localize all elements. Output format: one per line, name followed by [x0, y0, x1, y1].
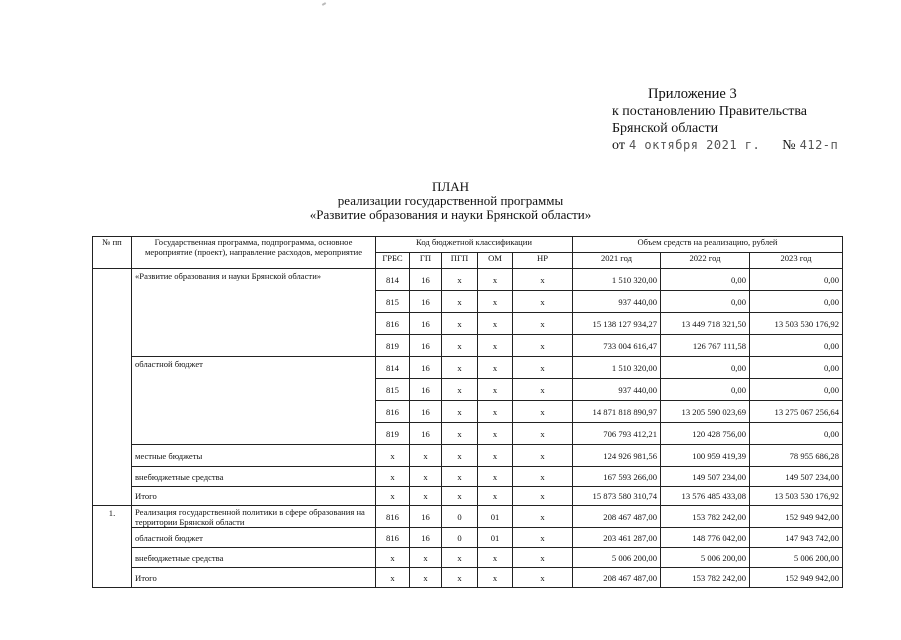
- cell-2022: 120 428 756,00: [661, 423, 750, 445]
- cell-om: х: [478, 357, 513, 379]
- row-name: Итого: [132, 487, 376, 506]
- table-row: [93, 548, 843, 568]
- cell-grbs: х: [376, 467, 410, 487]
- cell-grbs: 816: [376, 528, 410, 548]
- cell-gp: х: [410, 568, 442, 588]
- plan-heading: [0, 180, 901, 222]
- cell-nr: х: [513, 269, 573, 291]
- plan-title: ПЛАН: [432, 179, 469, 194]
- cell-gp: 16: [410, 506, 442, 528]
- cell-nr: х: [513, 548, 573, 568]
- table-body: [93, 269, 843, 588]
- cell-gp: х: [410, 548, 442, 568]
- table-row: [93, 269, 843, 291]
- cell-ppgp: х: [442, 335, 478, 357]
- cell-nr: х: [513, 335, 573, 357]
- cell-grbs: 816: [376, 506, 410, 528]
- cell-nr: х: [513, 487, 573, 506]
- cell-om: х: [478, 568, 513, 588]
- cell-gp: х: [410, 445, 442, 467]
- cell-grbs: х: [376, 568, 410, 588]
- row-name: местные бюджеты: [132, 445, 376, 467]
- cell-2023: 78 955 686,28: [750, 445, 843, 467]
- cell-2021: 208 467 487,00: [573, 506, 661, 528]
- cell-nr: х: [513, 445, 573, 467]
- table-row: [93, 467, 843, 487]
- row-name: Реализация государственной политики в сфере образования на территории Брянской области: [132, 506, 376, 528]
- cell-om: 01: [478, 506, 513, 528]
- cell-2022: 153 782 242,00: [661, 568, 750, 588]
- cell-2023: 152 949 942,00: [750, 568, 843, 588]
- header-volume-group: Объем средств на реализацию, рублей: [573, 237, 843, 253]
- cell-om: х: [478, 291, 513, 313]
- cell-ppgp: х: [442, 357, 478, 379]
- appendix-line-1: к постановлению Правительства: [612, 104, 808, 119]
- cell-2023: 13 503 530 176,92: [750, 313, 843, 335]
- cell-2022: 126 767 111,58: [661, 335, 750, 357]
- cell-ppgp: х: [442, 467, 478, 487]
- cell-2022: 0,00: [661, 379, 750, 401]
- cell-2022: 5 006 200,00: [661, 548, 750, 568]
- cell-om: х: [478, 467, 513, 487]
- cell-2022: 148 776 042,00: [661, 528, 750, 548]
- cell-gp: 16: [410, 528, 442, 548]
- cell-gp: 16: [410, 313, 442, 335]
- cell-nr: х: [513, 528, 573, 548]
- cell-grbs: 819: [376, 335, 410, 357]
- cell-gp: 16: [410, 379, 442, 401]
- cell-nr: х: [513, 401, 573, 423]
- appendix-line-2: Брянской области: [612, 121, 719, 136]
- number-value: 412-п: [799, 138, 839, 152]
- cell-grbs: 815: [376, 379, 410, 401]
- table-row: [93, 357, 843, 379]
- plan-line-2: «Развитие образования и науки Брянской области»: [309, 207, 592, 222]
- cell-2022: 13 449 718 321,50: [661, 313, 750, 335]
- header-name: Государственная программа, подпрограмма, основное мероприятие (проект), направление расходов, мероприятие: [132, 237, 376, 269]
- budget-table: [92, 236, 843, 588]
- cell-nr: х: [513, 291, 573, 313]
- row-name: внебюджетные средства: [132, 467, 376, 487]
- cell-om: х: [478, 379, 513, 401]
- cell-2022: 100 959 419,39: [661, 445, 750, 467]
- cell-2021: 167 593 266,00: [573, 467, 661, 487]
- cell-2021: 937 440,00: [573, 291, 661, 313]
- cell-gp: 16: [410, 269, 442, 291]
- cell-2023: 0,00: [750, 269, 843, 291]
- cell-om: х: [478, 313, 513, 335]
- cell-gp: 16: [410, 401, 442, 423]
- appendix-date-line: [612, 137, 838, 154]
- cell-om: х: [478, 445, 513, 467]
- cell-nr: х: [513, 423, 573, 445]
- header-2022: 2022 год: [661, 253, 750, 269]
- cell-om: х: [478, 423, 513, 445]
- cell-2022: 149 507 234,00: [661, 467, 750, 487]
- cell-2023: 5 006 200,00: [750, 548, 843, 568]
- cell-ppgp: х: [442, 423, 478, 445]
- cell-2022: 13 576 485 433,08: [661, 487, 750, 506]
- cell-ppgp: х: [442, 269, 478, 291]
- cell-grbs: 816: [376, 313, 410, 335]
- cell-2021: 124 926 981,56: [573, 445, 661, 467]
- cell-grbs: 814: [376, 357, 410, 379]
- cell-nr: х: [513, 313, 573, 335]
- table-row: [93, 568, 843, 588]
- table-row: [93, 506, 843, 528]
- cell-2021: 15 138 127 934,27: [573, 313, 661, 335]
- cell-2023: 0,00: [750, 423, 843, 445]
- header-grbs: ГРБС: [376, 253, 410, 269]
- header-2021: 2021 год: [573, 253, 661, 269]
- cell-grbs: х: [376, 487, 410, 506]
- cell-om: х: [478, 401, 513, 423]
- cell-ppgp: х: [442, 401, 478, 423]
- cell-grbs: 814: [376, 269, 410, 291]
- cell-om: 01: [478, 528, 513, 548]
- cell-ppgp: х: [442, 548, 478, 568]
- cell-2023: 149 507 234,00: [750, 467, 843, 487]
- scan-smudge: [322, 2, 326, 6]
- header-nr: НР: [513, 253, 573, 269]
- header-om: ОМ: [478, 253, 513, 269]
- cell-2021: 937 440,00: [573, 379, 661, 401]
- cell-2021: 5 006 200,00: [573, 548, 661, 568]
- row-name: Итого: [132, 568, 376, 588]
- cell-2022: 0,00: [661, 269, 750, 291]
- cell-2021: 706 793 412,21: [573, 423, 661, 445]
- row-num: [93, 269, 132, 506]
- cell-om: х: [478, 487, 513, 506]
- cell-gp: 16: [410, 335, 442, 357]
- appendix-title: Приложение 3: [648, 86, 737, 102]
- appendix-block: [612, 86, 838, 154]
- cell-ppgp: х: [442, 379, 478, 401]
- cell-gp: 16: [410, 291, 442, 313]
- cell-ppgp: х: [442, 568, 478, 588]
- table-row: [93, 528, 843, 548]
- cell-2023: 0,00: [750, 335, 843, 357]
- cell-ppgp: х: [442, 445, 478, 467]
- row-name: «Развитие образования и науки Брянской области»: [132, 269, 376, 357]
- cell-nr: х: [513, 379, 573, 401]
- header-ppgp: ПГП: [442, 253, 478, 269]
- number-label: №: [782, 138, 796, 153]
- cell-ppgp: х: [442, 313, 478, 335]
- cell-grbs: х: [376, 445, 410, 467]
- header-num: № пп: [93, 237, 132, 269]
- cell-2021: 14 871 818 890,97: [573, 401, 661, 423]
- cell-2023: 13 503 530 176,92: [750, 487, 843, 506]
- table-header: [93, 237, 843, 269]
- cell-2021: 733 004 616,47: [573, 335, 661, 357]
- cell-2023: 0,00: [750, 379, 843, 401]
- cell-2021: 15 873 580 310,74: [573, 487, 661, 506]
- cell-grbs: 815: [376, 291, 410, 313]
- cell-2021: 1 510 320,00: [573, 357, 661, 379]
- cell-2023: 0,00: [750, 357, 843, 379]
- cell-nr: х: [513, 568, 573, 588]
- date-prefix: от: [612, 138, 625, 153]
- cell-2023: 13 275 067 256,64: [750, 401, 843, 423]
- cell-nr: х: [513, 467, 573, 487]
- row-num: 1.: [93, 506, 132, 588]
- table-row: [93, 487, 843, 506]
- cell-2022: 0,00: [661, 291, 750, 313]
- table-row: [93, 445, 843, 467]
- cell-2022: 0,00: [661, 357, 750, 379]
- cell-nr: х: [513, 506, 573, 528]
- cell-gp: 16: [410, 357, 442, 379]
- cell-gp: х: [410, 487, 442, 506]
- date-value: 4 октября 2021 г.: [628, 138, 761, 152]
- header-2023: 2023 год: [750, 253, 843, 269]
- header-code-group: Код бюджетной классификации: [376, 237, 573, 253]
- cell-ppgp: х: [442, 291, 478, 313]
- cell-2021: 208 467 487,00: [573, 568, 661, 588]
- cell-2022: 13 205 590 023,69: [661, 401, 750, 423]
- cell-ppgp: 0: [442, 506, 478, 528]
- cell-ppgp: 0: [442, 528, 478, 548]
- cell-2023: 0,00: [750, 291, 843, 313]
- cell-om: х: [478, 548, 513, 568]
- cell-ppgp: х: [442, 487, 478, 506]
- cell-2023: 152 949 942,00: [750, 506, 843, 528]
- plan-line-1: реализации государственной программы: [337, 193, 564, 208]
- cell-2021: 1 510 320,00: [573, 269, 661, 291]
- cell-2022: 153 782 242,00: [661, 506, 750, 528]
- row-name: областной бюджет: [132, 528, 376, 548]
- row-name: внебюджетные средства: [132, 548, 376, 568]
- cell-gp: 16: [410, 423, 442, 445]
- row-name: областной бюджет: [132, 357, 376, 445]
- cell-om: х: [478, 269, 513, 291]
- cell-grbs: 816: [376, 401, 410, 423]
- cell-grbs: х: [376, 548, 410, 568]
- cell-gp: х: [410, 467, 442, 487]
- header-gp: ГП: [410, 253, 442, 269]
- cell-2021: 203 461 287,00: [573, 528, 661, 548]
- cell-2023: 147 943 742,00: [750, 528, 843, 548]
- cell-om: х: [478, 335, 513, 357]
- cell-nr: х: [513, 357, 573, 379]
- cell-grbs: 819: [376, 423, 410, 445]
